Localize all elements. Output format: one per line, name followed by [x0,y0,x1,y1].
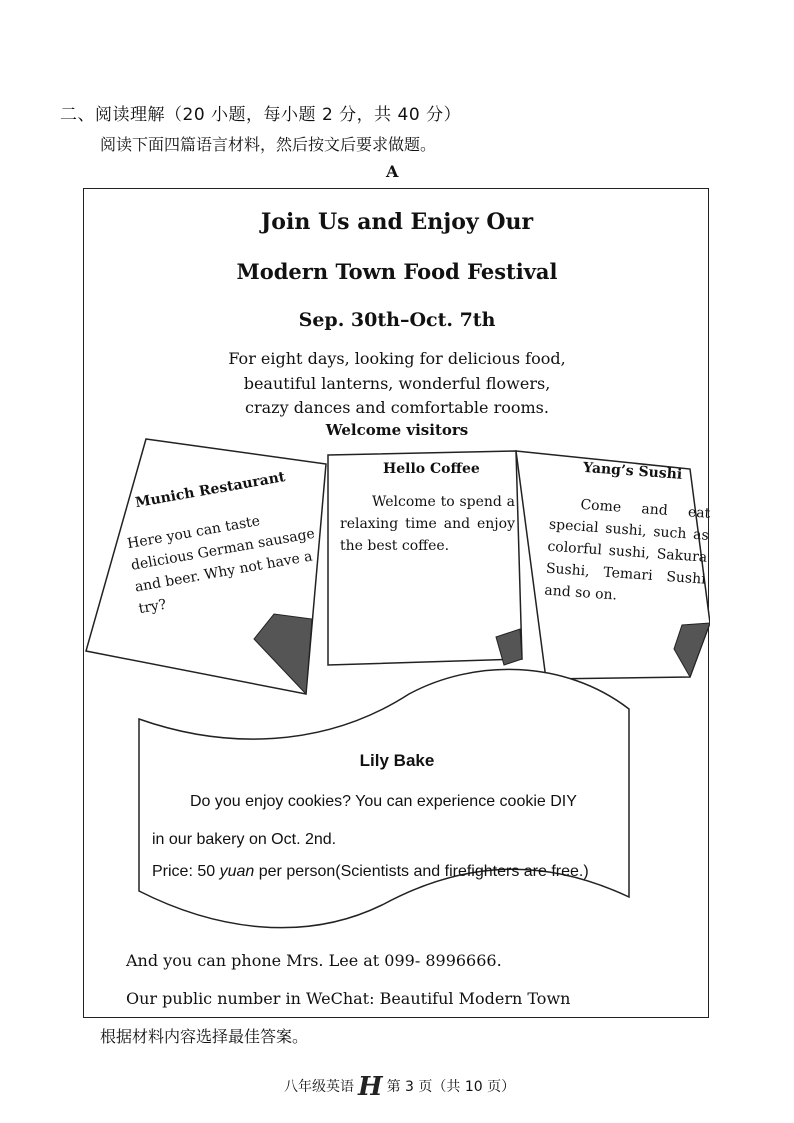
stamp-letter: H [358,1072,383,1102]
yangs-sushi-body: Come and eat special sushi, such as colorful sushi, Sakura Sushi, Temari Sushi and so on. [543,496,711,604]
contact-phone: And you can phone Mrs. Lee at 099- 8996666. [126,951,502,970]
passage-label: A [386,162,399,181]
price-label: Price: 50 [152,863,220,880]
price-rest: per person(Scientists and firefighters are free.) [254,863,589,880]
footer-total: （共 10 页） [432,1079,516,1095]
yangs-sushi-title: Yang’s Sushi [582,459,683,483]
hello-coffee-card [328,455,518,665]
page-footer [284,1072,515,1102]
intro-line: For eight days, looking for delicious food, [228,349,566,368]
welcome-text: Welcome visitors [325,421,469,439]
festival-dates: Sep. 30th–Oct. 7th [298,309,496,331]
festival-poster [83,188,709,1018]
munich-card-title: Munich Restaurant [133,469,287,512]
poster-title-line2: Modern Town Food Festival [236,259,558,284]
hello-coffee-title: Hello Coffee [383,461,480,477]
footer-page: 第 3 页 [386,1079,433,1095]
footer-grade-subject: 八年级英语 [284,1079,354,1095]
yangs-sushi-card [529,455,719,687]
price-unit: yuan [219,863,255,880]
section-heading: 二、阅读理解（20 小题，每小题 2 分，共 40 分） [60,105,462,125]
lily-bake-price [152,863,589,881]
hello-coffee-body: Welcome to spend a relaxing time and enjoy the best coffee. [340,494,515,554]
poster-title-line1: Join Us and Enjoy Our [260,209,534,235]
lily-bake-line1: Do you enjoy cookies? You can experience cookie DIY [190,793,577,810]
munich-card [106,443,343,704]
question-prompt: 根据材料内容选择最佳答案。 [100,1027,309,1046]
lily-bake-title: Lily Bake [359,751,435,770]
poster-intro [84,347,710,421]
intro-line: crazy dances and comfortable rooms. [245,398,549,417]
instruction-text: 阅读下面四篇语言材料，然后按文后要求做题。 [100,135,437,154]
lily-bake-line2: in our bakery on Oct. 2nd. [152,831,337,848]
munich-card-body: Here you can taste delicious German sausage and beer. Why not have a try? [125,513,316,618]
contact-wechat: Our public number in WeChat: Beautiful Modern Town [126,989,571,1008]
intro-line: beautiful lanterns, wonderful flowers, [243,373,551,393]
